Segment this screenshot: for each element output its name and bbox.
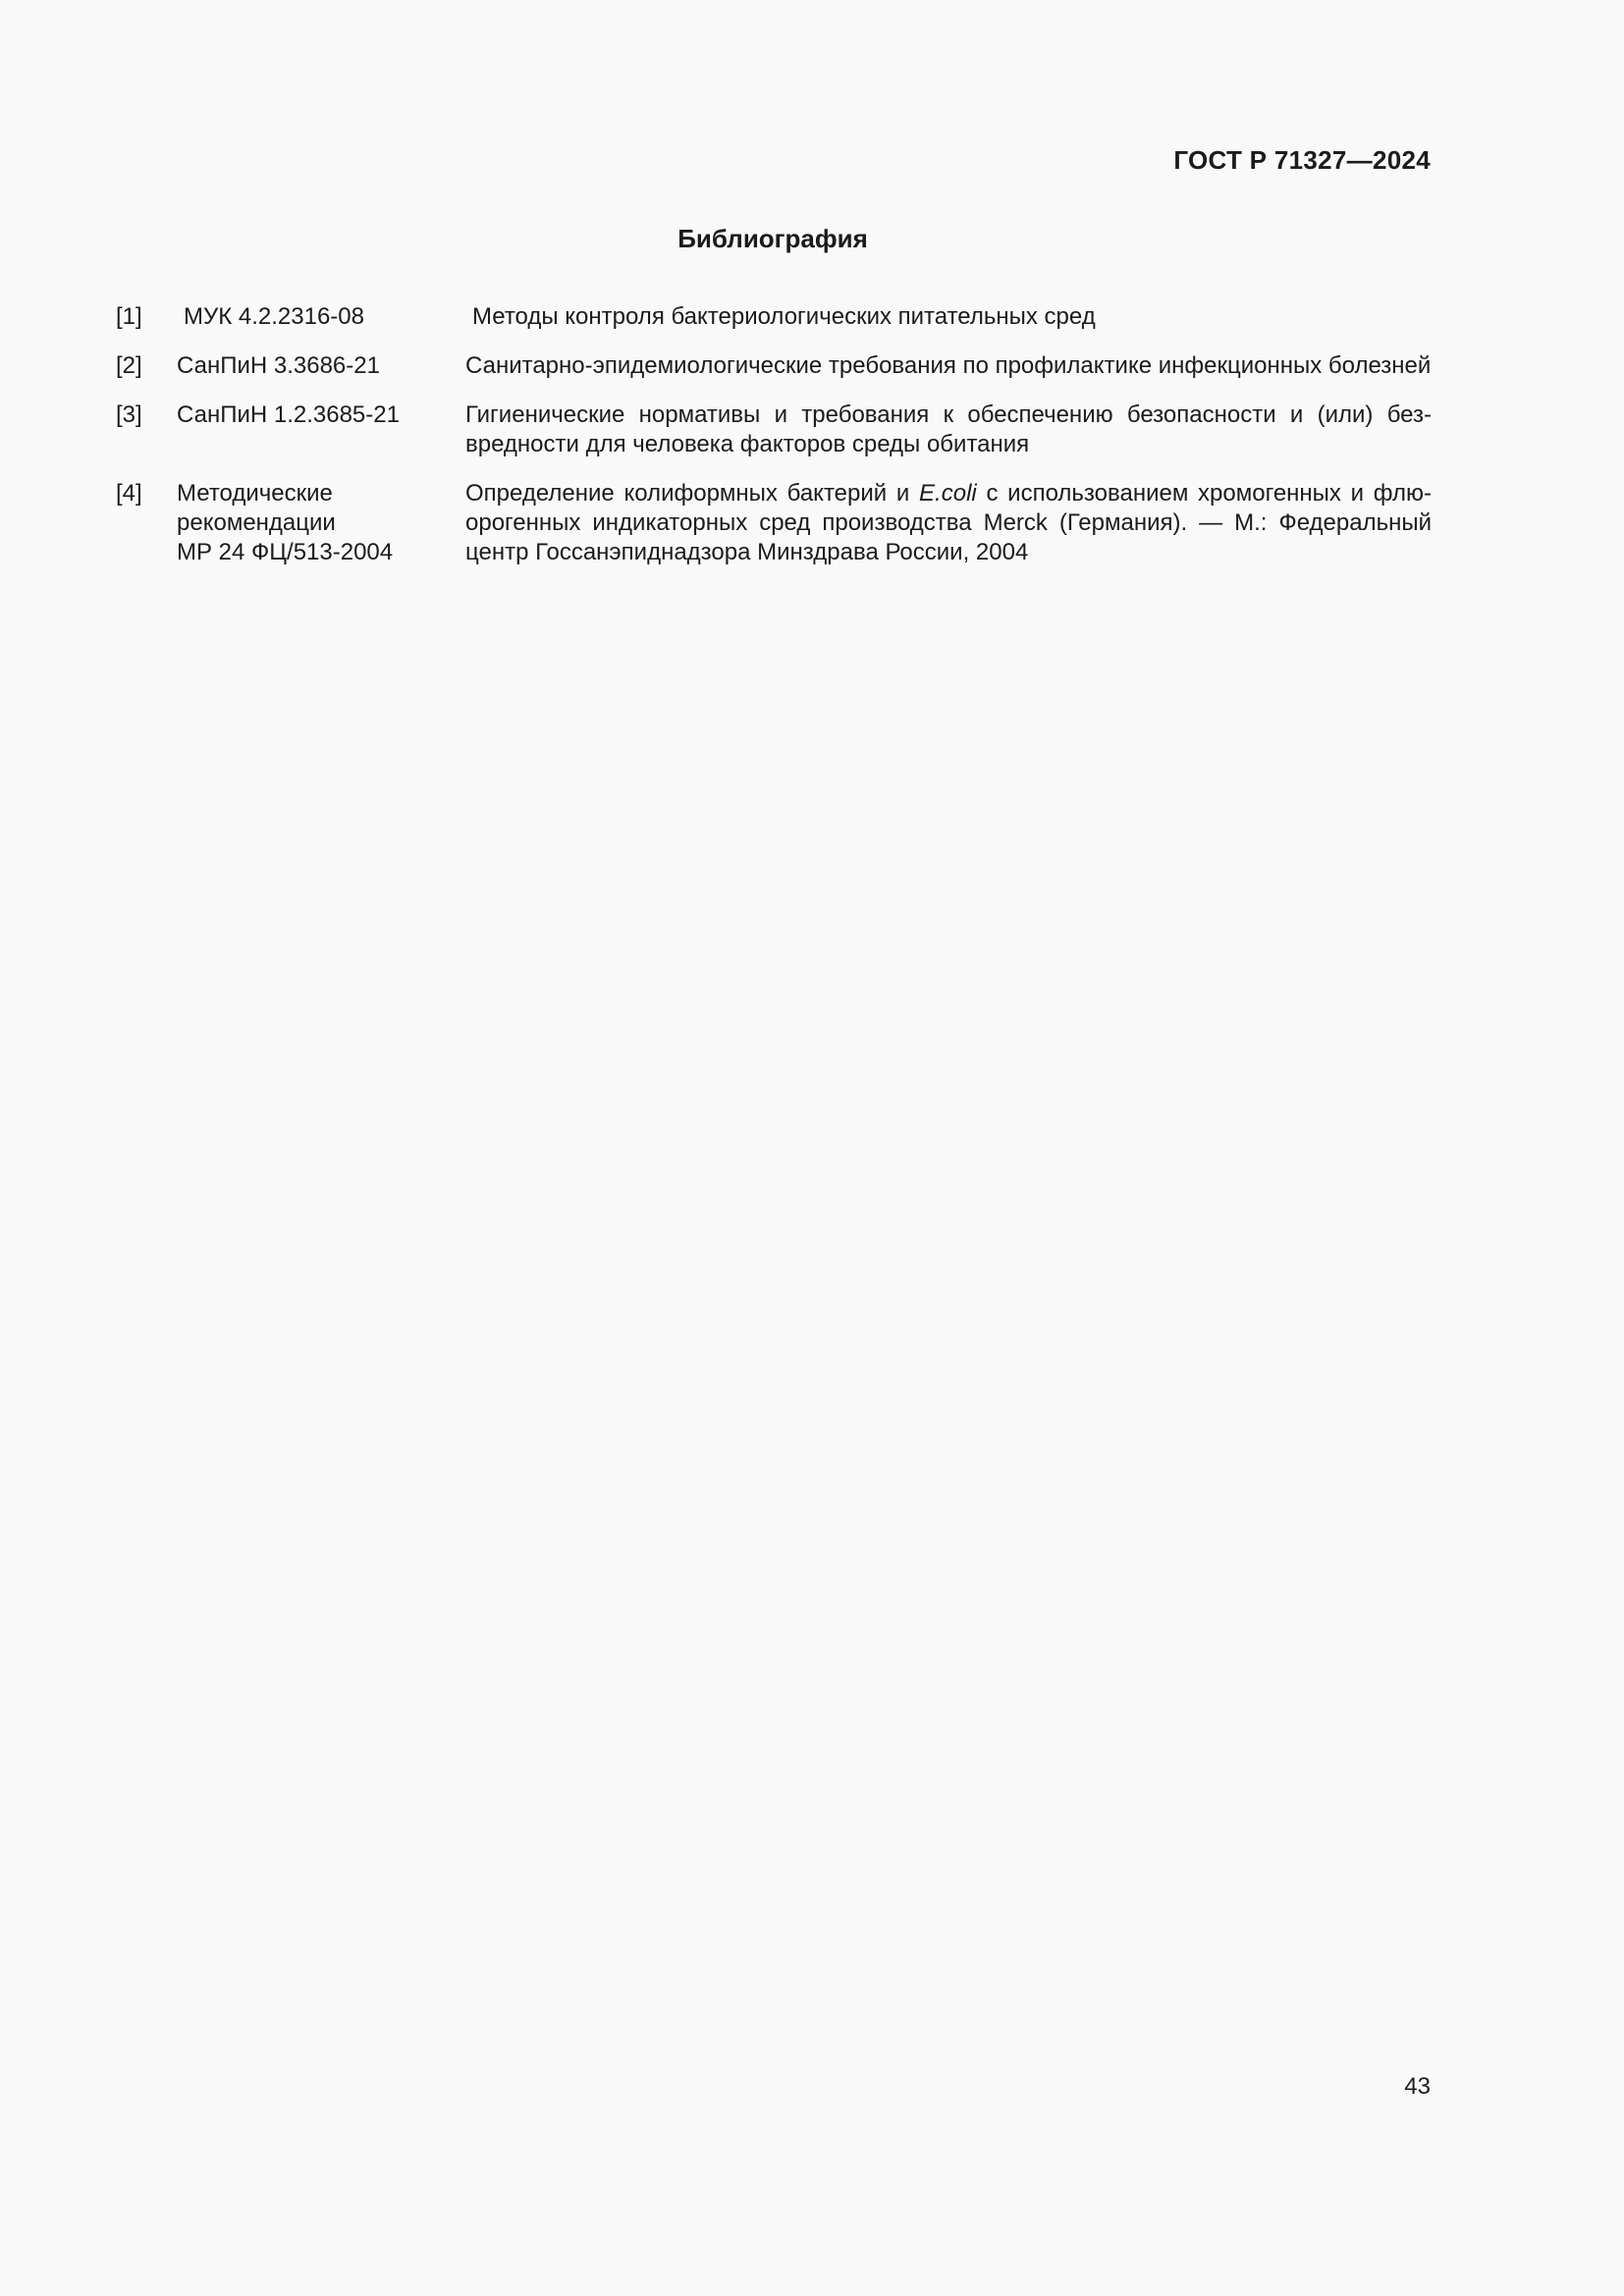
entry-title: Санитарно-эпидемиологические требования по профилактике инфекционных болезней xyxy=(465,352,1432,379)
entry-title: Методы контроля бактериологических питательных сред xyxy=(472,303,1096,330)
page-number: 43 xyxy=(1404,2073,1431,2100)
bibliography-entry xyxy=(116,479,1432,567)
entry-code-line: МР 24 ФЦ/513-2004 xyxy=(177,539,394,565)
entry-title: Гигиенические нормативы и требования к обеспечению безопасности и (или) безвредности для человека факторов среды обитания xyxy=(465,401,1432,457)
entry-number: [2] xyxy=(116,352,142,379)
document-code: ГОСТ Р 71327—2024 xyxy=(1173,145,1431,175)
entry-document-code xyxy=(177,351,465,381)
entry-code-line: МУК 4.2.2316-08 xyxy=(184,303,364,330)
entry-document-code xyxy=(177,479,465,567)
entry-code-line: СанПиН 1.2.3685-21 xyxy=(177,401,400,428)
bibliography-entry xyxy=(116,400,1432,459)
entry-title-part: с использованием хромогенных и флюорогенных индикаторных сред производства Merck (Германия). — М.: Федеральный центр Госсанэпиднадзора Минздрава России, 2004 xyxy=(465,480,1433,565)
bibliography-entry xyxy=(116,302,1432,332)
entry-document-code xyxy=(177,400,465,430)
entry-title-italic: E.coli xyxy=(919,480,977,507)
entry-number: [4] xyxy=(116,480,142,507)
entry-code-line: СанПиН 3.3686-21 xyxy=(177,352,380,379)
entry-code-line: рекомендации xyxy=(177,509,336,536)
section-title: Библиография xyxy=(677,224,868,253)
entry-document-code xyxy=(177,302,472,332)
bibliography-entry xyxy=(116,351,1432,381)
entry-number: [1] xyxy=(116,303,142,330)
entry-code-line: Методические xyxy=(177,480,333,507)
entry-title xyxy=(465,479,1432,567)
entry-title-part: Определение колиформных бактерий и xyxy=(465,480,920,507)
bibliography-list xyxy=(116,302,1432,587)
entry-number: [3] xyxy=(116,401,142,428)
